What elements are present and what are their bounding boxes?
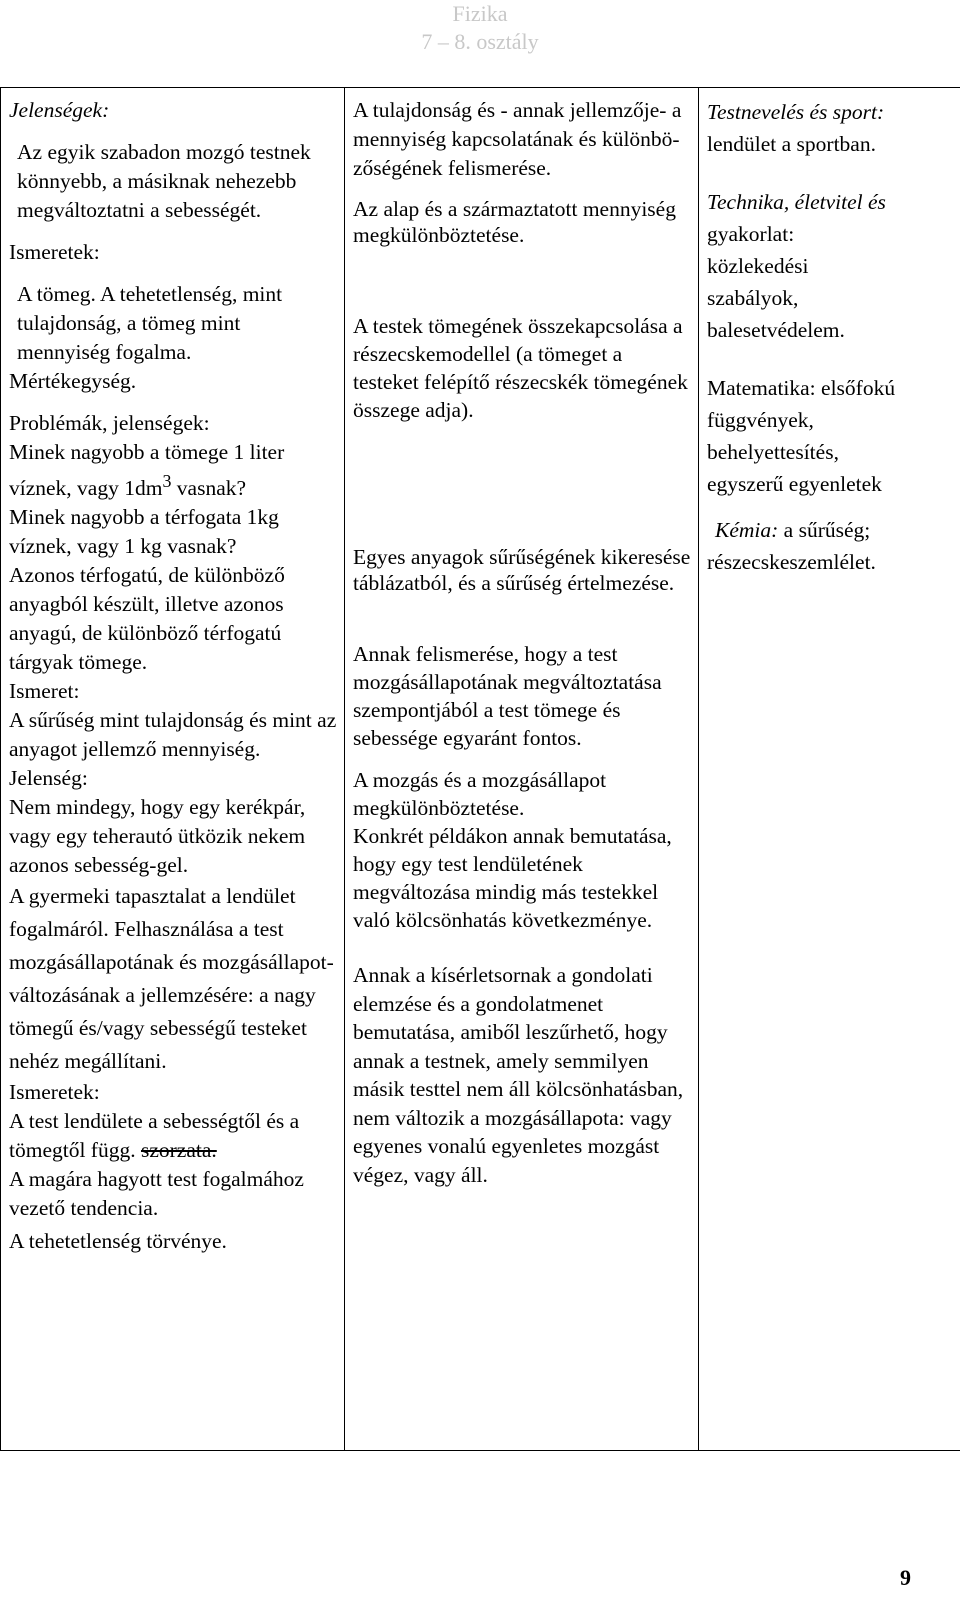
question-1: Minek nagyobb a tömege 1 liter víznek, vagy $1dm^3$ vasnak? xyxy=(9,440,285,501)
matek-line: Matematika: elsőfokú xyxy=(707,376,896,400)
jelensegek-title: Jelenségek: xyxy=(9,98,110,122)
header-grade: 7 – 8. osztály xyxy=(421,29,539,54)
ismeret-text: A sűrűség mint tulajdonság és mint az anyagot jellemző mennyiség. xyxy=(9,708,337,762)
testneveles-title: Testnevelés és sport: xyxy=(707,100,885,124)
tehetetlenseg-text: A tehetetlenség törvénye. xyxy=(9,1229,227,1254)
activity-6: A mozgás és a mozgásállapot megkülönböztetése. xyxy=(353,768,607,820)
ismeretek2-title: Ismeretek: xyxy=(9,1080,100,1105)
lendulet-text: A test lendülete a sebességtől és a tömegtől függ. szorzata. xyxy=(9,1109,300,1163)
magara-text: A magára hagyott test fogalmához vezető tendencia. xyxy=(9,1167,304,1221)
activity-2: Az alap és a származtatott mennyiség megkülönböztetése. xyxy=(353,197,676,247)
question-2: Minek nagyobb a térfogata 1kg víznek, vagy 1 kg vasnak? xyxy=(9,505,279,559)
technika-text-1: közlekedési xyxy=(707,254,809,278)
ismeretek-text: A tömeg. A tehetetlenség, mint tulajdonság, a tömeg mint mennyiség fogalma. xyxy=(17,282,283,364)
technika-text-2: szabályok, xyxy=(707,286,799,310)
activity-8: Annak a kísérletsornak a gondolati elemzése és a gondolatmenet bemutatása, amiből leszűrhető, hogy annak a testnek, amely semmilyen másik testtel nem áll kölcsönhatásban, nem változik a mozgásállapota: vagy egyenes vonalú egyenletes mozgást végez, vagy áll. xyxy=(353,963,684,1187)
technika-sub: gyakorlat: xyxy=(707,222,795,246)
jelenseg-title: Jelenség: xyxy=(9,766,88,791)
jelenseg-text: Nem mindegy, hogy egy kerékpár, vagy egy teherautó ütközik nekem azonos sebesség-gel. xyxy=(9,795,306,878)
header-subject: Fizika xyxy=(452,1,508,26)
kemia-line: Kémia: a sűrűség; xyxy=(715,518,871,542)
activity-3: A testek tömegének összekapcsolása a részecskemodellel (a tömeget a testeket felépítő részecskék tömegének összege adja). xyxy=(353,314,688,422)
topics-cell xyxy=(1,88,345,1451)
matek-text-2: függvények, xyxy=(707,408,814,432)
gyermeki-text: A gyermeki tapasztalat a lendület fogalmáról. Felhasználása a test mozgásállapotának és mozgásállapot-változásának a jellemzésére: a nagy tömegű és/vagy sebességű testeket nehéz megállítani. xyxy=(9,884,334,1074)
jelensegek-text: Az egyik szabadon mozgó testnek könnyebb, a másiknak nehezebb megváltoztatni a sebességét. xyxy=(17,140,311,222)
activity-7: Konkrét példákon annak bemutatása, hogy egy test lendületének megváltozása mindig más testekkel való kölcsönhatás következménye. xyxy=(353,824,672,932)
problemak-title: Problémák, jelenségek: xyxy=(9,411,210,435)
testneveles-text: lendület a sportban. xyxy=(707,132,876,156)
ismeret-title: Ismeret: xyxy=(9,679,80,704)
kemia-text-2: részecskeszemlélet. xyxy=(707,550,876,574)
table-row xyxy=(1,88,960,1451)
matek-text-4: egyszerű egyenletek xyxy=(707,472,882,496)
activity-4: Egyes anyagok sűrűségének kikeresése táblázatból, és a sűrűség értelmezése. xyxy=(353,545,691,595)
curriculum-table xyxy=(0,87,960,1451)
matek-text-3: behelyettesítés, xyxy=(707,440,839,464)
page-number: 9 xyxy=(900,1565,911,1590)
activity-1: A tulajdonság és - annak jellemzője- a mennyiség kapcsolatának és különbö-zőségének felismerése. xyxy=(353,98,682,180)
mertekegyseg-text: Mértékegység. xyxy=(9,369,137,393)
technika-title: Technika, életvitel és xyxy=(707,190,886,214)
ismeretek-title: Ismeretek: xyxy=(9,240,100,264)
question-3: Azonos térfogatú, de különböző anyagból készült, illetve azonos anyagú, de különböző térfogatú tárgyak tömege. xyxy=(9,563,285,675)
activities-cell xyxy=(345,88,699,1451)
connections-cell xyxy=(699,88,960,1451)
technika-text-3: balesetvédelem. xyxy=(707,318,845,342)
activity-5: Annak felismerése, hogy a test mozgásállapotának megváltoztatása szempontjából a test tömege és sebessége egyaránt fontos. xyxy=(353,642,662,750)
